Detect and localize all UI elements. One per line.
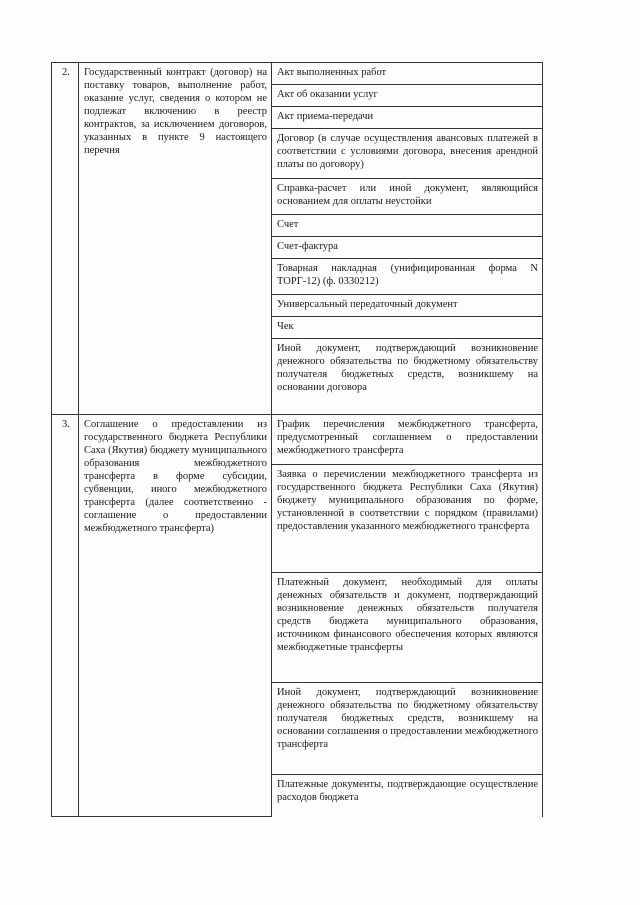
document-cell: График перечисления межбюджетного трансферта, предусмотренный соглашением о предоставлении межбюджетного трансферта [272, 415, 543, 465]
table-row [52, 63, 543, 85]
document-cell: Счет-фактура [272, 237, 543, 259]
document-cell: Акт приема-передачи [272, 107, 543, 129]
document-cell: Акт об оказании услуг [272, 85, 543, 107]
row-number: 2. [52, 63, 79, 415]
document-cell: Платежные документы, подтверждающие осуществление расходов бюджета [272, 775, 543, 817]
row-name: Соглашение о предоставлении из государственного бюджета Республики Саха (Якутия) бюджету муниципального образования межбюджетного трансферта в форме субсидии, субвенции, иного межбюджетного трансферта (далее соответственно - соглашение о предоставлении межбюджетного трансферта) [79, 415, 272, 817]
document-cell: Акт выполненных работ [272, 63, 543, 85]
row-number: 3. [52, 415, 79, 817]
document-cell: Заявка о перечислении межбюджетного трансферта из государственного бюджета Республики Саха (Якутия) бюджету муниципального образования по форме, установленной в соответствии с порядком (правилами) предоставления указанного межбюджетного трансферта [272, 465, 543, 573]
table-row [52, 415, 543, 465]
document-cell: Чек [272, 317, 543, 339]
document-cell: Иной документ, подтверждающий возникновение денежного обязательства по бюджетному обязательству получателя бюджетных средств, возникшему на основании соглашения о предоставлении межбюджетного трансферта [272, 683, 543, 775]
row-name: Государственный контракт (договор) на поставку товаров, выполнение работ, оказание услуг, сведения о котором не подлежат включению в реестр контрактов, за исключением договоров, указанных в пункте 9 настоящего перечня [79, 63, 272, 415]
document-cell: Товарная накладная (унифицированная форма N ТОРГ-12) (ф. 0330212) [272, 259, 543, 295]
document-cell: Иной документ, подтверждающий возникновение денежного обязательства по бюджетному обязательству получателя бюджетных средств, возникшему на основании договора [272, 339, 543, 415]
document-cell: Платежный документ, необходимый для оплаты денежных обязательств и документ, подтверждающий возникновение денежных обязательств получателя средств бюджета муниципального образования, источником финансового обеспечения которых являются межбюджетные трансферты [272, 573, 543, 683]
documents-table [51, 62, 543, 817]
document-cell: Справка-расчет или иной документ, являющийся основанием для оплаты неустойки [272, 179, 543, 215]
document-cell: Счет [272, 215, 543, 237]
document-cell: Договор (в случае осуществления авансовых платежей в соответствии с условиями договора, внесения арендной платы по договору) [272, 129, 543, 179]
document-cell: Универсальный передаточный документ [272, 295, 543, 317]
